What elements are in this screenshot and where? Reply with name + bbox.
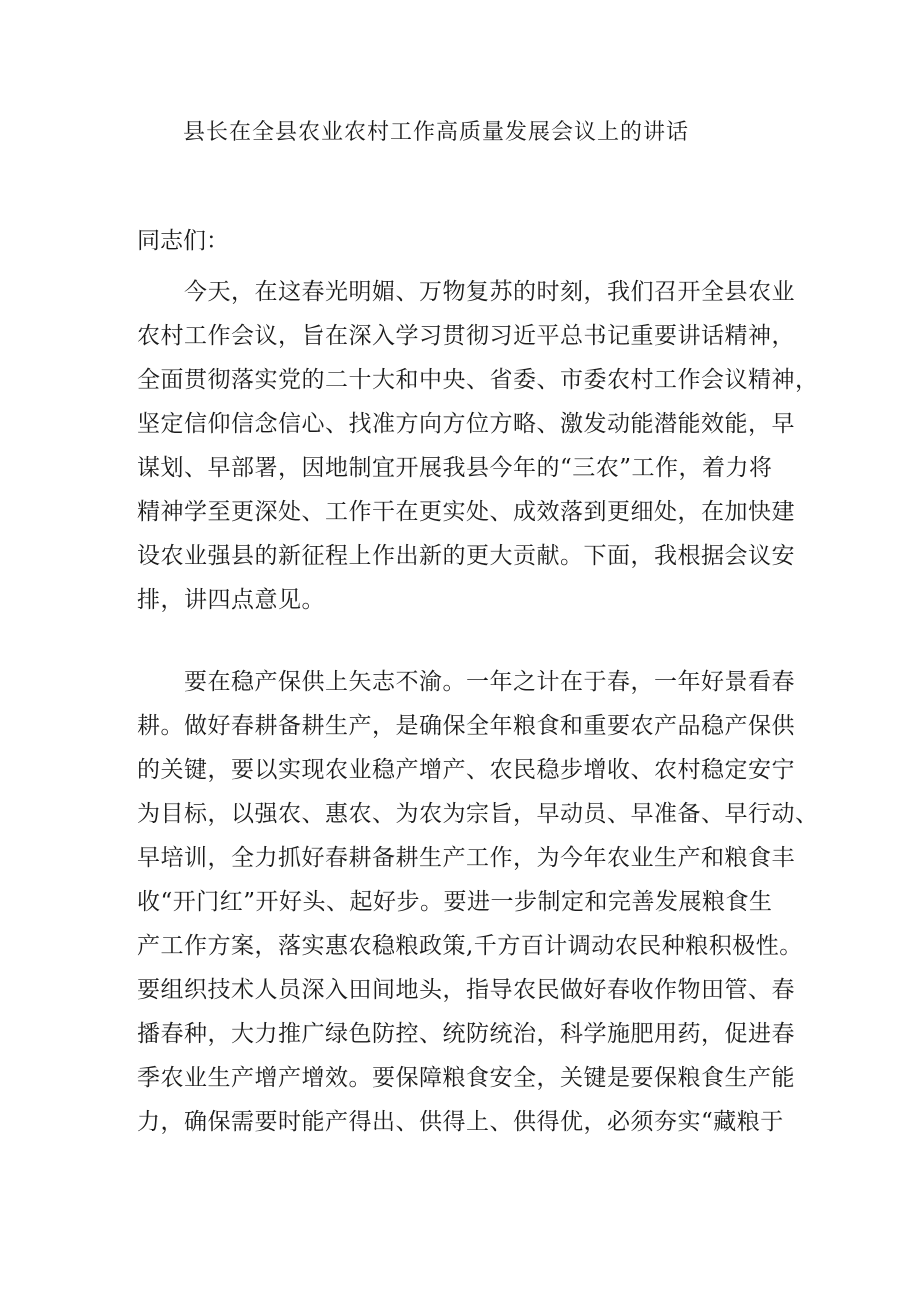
paragraph-line: 坚定信仰信念信心、找准方向方位方略、激发动能潜能效能，早 xyxy=(137,411,795,437)
paragraph-line: 的关键，要以实现农业稳产增产、农民稳步增收、农村稳定安宁 xyxy=(137,757,795,783)
paragraph-line: 产工作方案，落实惠农稳粮政策,千方百计调动农民种粮积极性。 xyxy=(137,933,803,959)
paragraph-line: 耕。做好春耕备耕生产，是确保全年粮食和重要农产品稳产保供 xyxy=(137,713,795,739)
paragraph-line: 收“开门红”开好头、起好步。要进一步制定和完善发展粮食生 xyxy=(137,889,773,915)
paragraph-line: 排，讲四点意见。 xyxy=(137,587,325,613)
paragraph-line: 全面贯彻落实党的二十大和中央、省委、市委农村工作会议精神， xyxy=(137,367,819,393)
paragraph-opening xyxy=(137,270,819,622)
paragraph-line: 谋划、早部署，因地制宜开展我县今年的“三农”工作，着力将 xyxy=(137,455,773,481)
paragraph-line: 早培训，全力抓好春耕备耕生产工作，为今年农业生产和粮食丰 xyxy=(137,845,795,871)
paragraph-line: 设农业强县的新征程上作出新的更大贡献。下面，我根据会议安 xyxy=(137,543,795,569)
paragraph-line: 今天，在这春光明媚、万物复苏的时刻，我们召开全县农业 xyxy=(184,279,795,305)
document-title: 县长在全县农业农村工作高质量发展会议上的讲话 xyxy=(183,120,690,145)
paragraph-line: 要组织技术人员深入田间地头，指导农民做好春收作物田管、春 xyxy=(137,977,795,1003)
paragraph-line: 力，确保需要时能产得出、供得上、供得优，必须夯实“藏粮于 xyxy=(137,1109,784,1135)
paragraph-line: 精神学至更深处、工作干在更实处、成效落到更细处，在加快建 xyxy=(137,499,795,525)
salutation: 同志们： xyxy=(137,228,229,254)
paragraph-line: 要在稳产保供上矢志不渝。一年之计在于春，一年好景看春 xyxy=(184,669,795,695)
paragraph-line: 季农业生产增产增效。要保障粮食安全，关键是要保粮食生产能 xyxy=(137,1065,795,1091)
paragraph-line: 农村工作会议，旨在深入学习贯彻习近平总书记重要讲话精神， xyxy=(137,323,795,349)
paragraph-line: 为目标，以强农、惠农、为农为宗旨，早动员、早准备、早行动、 xyxy=(137,801,819,827)
paragraph-stable-production xyxy=(137,660,819,1144)
paragraph-line: 播春种，大力推广绿色防控、统防统治，科学施肥用药，促进春 xyxy=(137,1021,795,1047)
